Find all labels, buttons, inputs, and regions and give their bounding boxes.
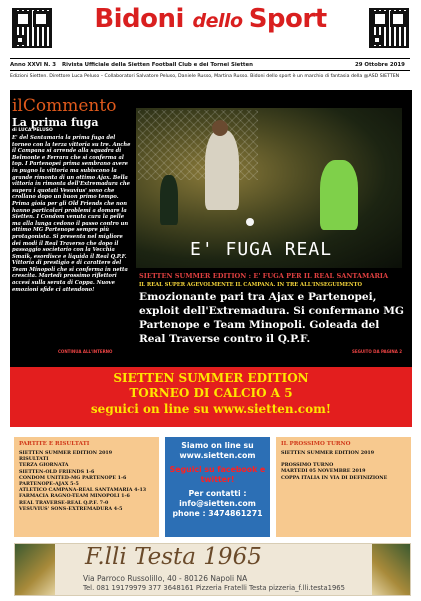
masthead-word-3: Sport: [248, 4, 327, 34]
results-line: RISULTATI: [19, 456, 49, 463]
next-round-box: [276, 437, 411, 537]
next-line: COPPA ITALIA IN VIA DI DEFINIZIONE: [281, 474, 388, 481]
goalkeeper-figure: [320, 160, 358, 230]
next-line: PROSSIMO TURNO: [281, 462, 334, 469]
qr-code-left: [12, 8, 52, 48]
feature-headline: Emozionante pari tra Ajax e Partenopei, exploit dell'Extremadura. Si confermano MG Partenope e Team Minopoli. Goleada del Real Traverse contro il Q.P.F.: [139, 291, 404, 345]
commento-heading: [12, 96, 116, 116]
ad-address: Via Parroco Russolillo, 40 - 80126 Napoli NA: [83, 574, 248, 583]
commento-body: E' del Santamaria la prima fuga del torneo con la terza vittoria su tre. Anche il Campana si arrende alla squadra di Belmonte e Ferrara che si conferma al top. I Partenopei prima sembrano avere in pugno la vittoria ma subiscono la grande rimonta di un ottimo Ajax. Bella vittoria in rimonta dell'Extremadura che supera i quotati Vesuvius' sono che crollano dopo un buon primo tempo. Prima gioia per gli Old Friends che non hanno particolari problemi a domare la Sietten. I Condom venuta cura la pelle ma alla lunga cedono il passo contro un ottimo MG Partenope sempre più protagonista. Si presenta nel migliore dei modi il Real Traverso che dopo il passaggio societario con la Vecchia Smaik, esordisce e liquida il Real Q.P.F. Vittoria di prestigio e di carattere del Team Minopoli che si conferma in netta crescita. Martedì prossimo riflettori accesi sulla serata di Coppa. Nuove emozioni sfide ci attendono!: [12, 135, 131, 293]
masthead-subtitle: Rivista Ufficiale della Sietten Football Club e dei Tornei Sietten: [62, 62, 253, 68]
results-line: TERZA GIORNATA: [19, 462, 69, 469]
issue-number: Anno XXVI N. 3: [10, 62, 56, 68]
contacts-online: Siamo on line su: [181, 441, 254, 450]
header-rule-2: [10, 70, 410, 71]
promo-banner: [10, 367, 412, 427]
feature-kicker: SIETTEN SUMMER EDITION : E' FUGA PER IL REAL SANTAMARIA: [139, 272, 389, 280]
results-line: CONDOM UNITED-MG PARTENOPE 1-6: [19, 474, 127, 481]
results-heading: PARTITE E RISULTATI: [19, 441, 90, 447]
pizza-photo-right: [372, 544, 410, 595]
next-line: SIETTEN SUMMER EDITION 2019: [281, 450, 375, 456]
contacts-label: Per contatti :: [188, 489, 247, 498]
results-line: FARMACIA RAGNO-TEAM MINOPOLI 1-6: [19, 493, 130, 500]
photo-caption: E' FUGA REAL: [190, 239, 333, 260]
ad-contact: Tel. 081 19179979 377 3648161 Pizzeria Fratelli Testa pizzeria_f.lli.testa1965: [83, 584, 345, 592]
seguito-link[interactable]: SEGUITO DA PAGINA 2: [352, 349, 403, 354]
ad-brand-name: F.lli Testa 1965: [85, 544, 262, 570]
football: [246, 218, 254, 226]
commento-byline: di LUCA PELUSO: [12, 128, 53, 133]
feature-subkicker: IL REAL SUPER AGEVOLMENTE IL CAMPANA. IN TRE ALL'INSEGUIMENTO: [139, 282, 363, 288]
contacts-box: [165, 437, 270, 537]
results-line: PARTENOPE-AJAX 5-5: [19, 481, 79, 488]
results-box: [14, 437, 159, 537]
commento-label-commento: Commento: [22, 96, 117, 116]
continua-link[interactable]: CONTINUA ALL'INTERNO: [58, 349, 113, 354]
commento-label-il: il: [12, 96, 23, 116]
player-figure-2: [160, 175, 178, 225]
player-head: [212, 120, 228, 136]
commento-title: La prima fuga: [12, 116, 99, 129]
masthead-word-2: dello: [192, 10, 249, 32]
next-heading: IL PROSSIMO TURNO: [281, 441, 351, 447]
qr-code-right: [369, 8, 409, 48]
credits-line: Edizioni Sietten. Direttore Luca Peluso – Collaboratori Salvatore Peluso, Daniele Russo, Martina Russo. Bidoni dello sport è un marchio di fantasia della @ASD SIETTEN: [10, 74, 400, 79]
contacts-email[interactable]: info@sietten.com: [179, 499, 256, 508]
banner-line-2: TORNEO DI CALCIO A 5: [129, 386, 293, 400]
contacts-phone[interactable]: phone : 3474861271: [172, 509, 263, 518]
issue-date: 29 Ottobre 2019: [355, 62, 405, 68]
contacts-social[interactable]: Seguici su facebook e twitter!: [169, 465, 266, 484]
contacts-website[interactable]: www.sietten.com: [179, 451, 256, 460]
player-figure: [205, 130, 239, 210]
banner-line-3[interactable]: seguici on line su www.sietten.com!: [90, 402, 332, 416]
banner-line-1: SIETTEN SUMMER EDITION: [113, 371, 309, 385]
masthead-word-1: Bidoni: [94, 4, 193, 34]
pizza-photo-left: [15, 544, 55, 595]
results-line: SIETTEN SUMMER EDITION 2019: [19, 450, 113, 456]
masthead-title: [58, 4, 363, 34]
results-line: ATLETICO CAMPANA-REAL SANTAMARIA 4-13: [19, 487, 147, 494]
header-rule: [10, 58, 410, 59]
results-line: SIETTEN-OLD FRIENDS 1-6: [19, 468, 95, 475]
results-line: VESUVIUS' SONS-EXTREMADURA 4-5: [19, 505, 123, 512]
results-line: REAL TRAVERSE-REAL Q.P.F. 7-0: [19, 499, 109, 506]
goal-net: [138, 110, 258, 180]
next-line: MARTEDI 05 NOVEMBRE 2019: [281, 468, 366, 475]
pizzeria-ad[interactable]: [14, 543, 411, 596]
